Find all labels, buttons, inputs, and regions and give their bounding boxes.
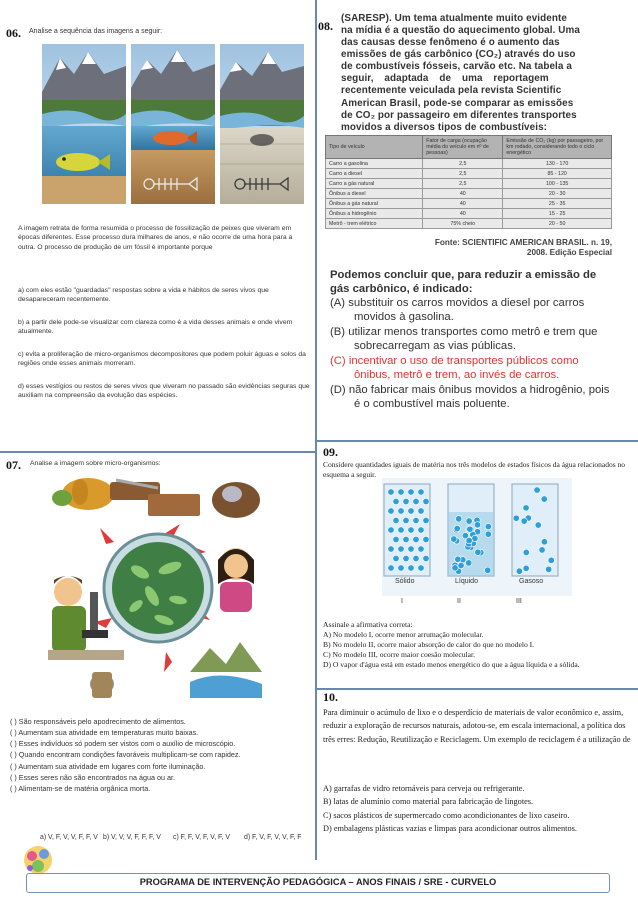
table-cell: 40	[423, 199, 503, 209]
q08-intro-line: American Brasil, pode-se comparar as emissões	[341, 97, 574, 109]
q07-answer-d: d) F, V, F, V, V, F, F	[244, 834, 302, 841]
molecule-dot	[413, 555, 419, 561]
table-row	[326, 219, 612, 229]
q08-intro-line: na mídia é a questão do aquecimento global. Uma	[341, 25, 581, 37]
q09-option-c: C) No modelo III, ocorre maior coesão molecular.	[323, 650, 476, 660]
q07-answer-b: b) V, V, V, F, F, F, V	[103, 834, 161, 841]
molecule-dot	[454, 525, 460, 531]
molecule-dot	[398, 508, 404, 514]
molecule-dot	[513, 515, 519, 521]
table-header: Fator de carga (ocupação média do veículo em nº de pessoas)	[423, 136, 503, 159]
q07-prompt: Analise a imagem sobre micro-organismos:	[30, 460, 161, 467]
question-number-10: 10.	[323, 690, 338, 704]
q06-text: A imagem retrata de forma resumida o processo de fossilização de peixes que viveram em épocas diferentes. Esse processo dura milhares de anos, e não ocorre de uma hora para a outra. O processo de produção de um fóssil é importante porque	[18, 225, 293, 251]
molecule-dot	[535, 522, 541, 528]
q08-option-b: (B) utilizar menos transportes como metrô e trem que sobrecarregam as vias públicas.	[330, 326, 598, 352]
molecule-dot	[466, 518, 472, 524]
molecule-dot	[521, 518, 527, 524]
question-number-07: 07.	[6, 458, 21, 472]
table-row	[326, 189, 612, 199]
molecule-dot	[423, 517, 429, 523]
table-row	[326, 159, 612, 169]
molecule-dot	[523, 565, 529, 571]
molecule-dot	[413, 498, 419, 504]
table-header: Emissão de CO₂ (kg) por passageiro, por km rodado, considerando todo o ciclo energético	[503, 136, 612, 159]
footer-text: PROGRAMA DE INTERVENÇÃO PEDAGÓGICA – ANOS FINAIS / SRE - CURVELO	[139, 877, 497, 887]
molecule-dot	[541, 539, 547, 545]
q06-option-a: a) com eles estão "guardadas" respostas sobre a vida e hábitos de seres vivos que desapareceram recentemente.	[18, 287, 269, 304]
q06-option-b: b) a partir dele pode-se visualizar com clareza como é a vida desses animais e onde vivem atualmente.	[18, 319, 293, 336]
molecule-dot	[393, 555, 399, 561]
q08-source: Fonte: SCIENTIFIC AMERICAN BRASIL. n. 19, 2008. Edição Especial	[434, 238, 612, 257]
fossilization-sequence-image	[42, 44, 304, 204]
q08-intro-line: seguir, adaptada de uma reportagem	[341, 73, 549, 85]
molecule-dot	[388, 489, 394, 495]
molecule-dot	[484, 567, 490, 573]
molecule-dot	[418, 527, 424, 533]
molecule-dot	[398, 527, 404, 533]
molecule-dot	[403, 517, 409, 523]
table-cell: Ônibus a diesel	[326, 189, 423, 199]
molecule-dot	[485, 523, 491, 529]
table-cell: Carro a diesel	[326, 169, 423, 179]
molecule-dot	[458, 562, 464, 568]
table-cell: 15 - 25	[503, 209, 612, 219]
table-cell: 25 - 35	[503, 199, 612, 209]
q06-option-c: c) evita a proliferação de micro-organismos decompositores que podem poluir águas e solos da regiões onde esses animais morreram.	[18, 351, 306, 368]
state-label-gas: Gasoso	[519, 578, 544, 585]
molecule-dot	[398, 489, 404, 495]
molecule-dot	[408, 546, 414, 552]
table-cell: Ônibus a hidrogênio	[326, 209, 423, 219]
q08-option-a: (A) substituir os carros movidos a diesel por carros movidos à gasolina.	[330, 297, 585, 323]
table-cell: Ônibus a gás natural	[326, 199, 423, 209]
molecule-dot	[516, 568, 522, 574]
table-cell: 20 - 30	[503, 189, 612, 199]
molecule-dot	[545, 566, 551, 572]
microorganisms-illustration	[40, 472, 280, 704]
q07-item-6: ( ) Esses seres não são encontrados na água ou ar.	[10, 772, 176, 782]
q08-intro	[341, 13, 613, 134]
molecule-dot	[475, 549, 481, 555]
q10-option-b: B) latas de alumínio como material para fabricação de lingotes.	[323, 797, 534, 807]
molecule-dot	[403, 536, 409, 542]
molecule-dot	[539, 547, 545, 553]
co2-emissions-table	[325, 135, 612, 229]
molecule-dot	[408, 508, 414, 514]
molecule-dot	[393, 536, 399, 542]
q10-option-c: C) sacos plásticos de supermercado como acondicionantes de lixo caseiro.	[323, 810, 570, 820]
table-cell: 100 - 135	[503, 179, 612, 189]
molecule-dot	[467, 526, 473, 532]
model-number-3: III	[516, 598, 522, 605]
q07-item-2: ( ) Aumentam sua atividade em temperaturas muito baixas.	[10, 728, 199, 738]
q09-instruction: Assinale a afirmativa correta:	[323, 620, 413, 629]
molecule-dot	[408, 527, 414, 533]
molecule-dot	[523, 505, 529, 511]
table-cell: 2,5	[423, 179, 503, 189]
q07-items	[10, 716, 310, 794]
molecule-dot	[408, 565, 414, 571]
q06-prompt: Analise a sequência das imagens a seguir:	[29, 28, 163, 35]
molecule-dot	[398, 565, 404, 571]
q07-item-7: ( ) Alimentam-se de matéria orgânica morta.	[10, 783, 151, 793]
table-cell: Carro a gás natural	[326, 179, 423, 189]
molecule-dot	[474, 522, 480, 528]
molecule-dot	[413, 517, 419, 523]
page-footer	[26, 873, 610, 893]
q08-option-c-highlighted: (C) incentivar o uso de transportes públicos como ônibus, metrô e trem, ao invés de carros.	[330, 355, 579, 381]
table-cell: 85 - 120	[503, 169, 612, 179]
q08-intro-line: recentemente veiculada pela revista Scientific	[341, 85, 562, 97]
q06-option-d: d) esses vestígios ou restos de seres vivos que viveram no passado são evidências seguras que auxiliam na compreensão da evolução das espécies.	[18, 383, 310, 400]
molecule-dot	[403, 555, 409, 561]
q08-option-d: (D) não fabricar mais ônibus movidos a hidrogênio, pois é o combustível mais poluente.	[330, 384, 610, 410]
molecule-dot	[398, 546, 404, 552]
q09-option-b: B) No modelo II, ocorre maior absorção de calor do que no modelo I.	[323, 640, 535, 650]
table-row	[326, 209, 612, 219]
table-row	[326, 179, 612, 189]
q07-answer-c: c) F, F, V, F, V, F, V	[173, 834, 230, 841]
table-cell: 2,5	[423, 159, 503, 169]
molecule-dot	[466, 537, 472, 543]
question-number-06: 06.	[6, 26, 21, 40]
section-divider-q10	[316, 688, 638, 690]
water-states-diagram	[382, 478, 572, 608]
q08-intro-line: das causas desse fenômeno é o aumento das	[341, 37, 560, 49]
model-number-2: II	[457, 598, 461, 605]
q07-answer-a: a) V, F, V, V, F, F, V	[40, 834, 98, 841]
molecule-dot	[388, 527, 394, 533]
question-number-08: 08.	[318, 19, 333, 33]
molecule-dot	[403, 498, 409, 504]
molecule-dot	[465, 560, 471, 566]
molecule-dot	[451, 536, 457, 542]
molecule-dot	[472, 535, 478, 541]
molecule-dot	[393, 517, 399, 523]
q10-option-a: A) garrafas de vidro retornáveis para cerveja ou refrigerante.	[323, 784, 525, 793]
section-divider-left	[0, 451, 316, 453]
q08-intro-line: de CO₂ por passageiro em diferentes transportes	[341, 109, 577, 121]
table-row	[326, 169, 612, 179]
molecule-dot	[408, 489, 414, 495]
table-header: Tipo de veículo	[326, 136, 423, 159]
molecule-dot	[541, 496, 547, 502]
molecule-dot	[523, 549, 529, 555]
question-number-09: 09.	[323, 445, 338, 459]
q09-option-d: D) O vapor d'água está em estado menos energético do que a água líquida e a sólida.	[323, 660, 580, 670]
molecule-dot	[455, 556, 461, 562]
section-divider-q09	[316, 440, 638, 442]
q08-conclusion: Podemos concluir que, para reduzir a emissão de gás carbônico, é indicado:	[330, 269, 597, 296]
molecule-dot	[418, 565, 424, 571]
molecule-dot	[534, 487, 540, 493]
molecule-dot	[423, 555, 429, 561]
q07-item-3: ( ) Esses indivíduos só podem ser vistos com o auxílio de microscópio.	[10, 739, 236, 749]
table-cell: Carro a gasolina	[326, 159, 423, 169]
q07-item-1: ( ) São responsáveis pelo apodrecimento de alimentos.	[10, 717, 186, 726]
state-label-solid: Sólido	[395, 578, 415, 585]
molecule-dot	[548, 557, 554, 563]
q09-prompt: Considere quantidades iguais de matéria nos três modelos de estados físicos da água relacionados no esquema a seguir.	[323, 460, 625, 479]
molecule-dot	[418, 489, 424, 495]
table-cell: 40	[423, 209, 503, 219]
state-label-liquid: Líquido	[455, 578, 478, 585]
q08-intro-line: (SARESP). Um tema atualmente muito evidente	[341, 13, 567, 24]
molecule-dot	[413, 536, 419, 542]
q09-option-a: A) No modelo I, ocorre menor arrumação molecular.	[323, 630, 484, 640]
table-cell: 40	[423, 189, 503, 199]
model-number-1: I	[401, 598, 403, 605]
molecule-dot	[455, 516, 461, 522]
q07-item-5: ( ) Aumentam sua atividade em lugares com forte iluminação.	[10, 761, 206, 771]
table-cell: Metrô - trem elétrico	[326, 219, 423, 229]
q08-intro-line: emissões de gás carbônico (CO₂) através do uso	[341, 49, 576, 61]
molecule-dot	[423, 536, 429, 542]
column-divider	[315, 0, 317, 860]
molecule-dot	[418, 508, 424, 514]
table-cell: 2,5	[423, 169, 503, 179]
molecule-dot	[388, 565, 394, 571]
q10-options	[323, 782, 633, 835]
table-row	[326, 199, 612, 209]
table-cell: 20 - 50	[503, 219, 612, 229]
q08-options	[330, 296, 618, 411]
table-cell: 130 - 170	[503, 159, 612, 169]
molecule-dot	[388, 546, 394, 552]
molecule-dot	[423, 498, 429, 504]
molecule-dot	[388, 508, 394, 514]
q08-intro-line: de combustíveis fósseis, carvão etc. Na tabela a	[341, 61, 572, 73]
table-cell: 75% cheio	[423, 219, 503, 229]
q07-item-4: ( ) Quando encontram condições favoráveis multiplicam-se com rapidez.	[10, 750, 241, 760]
molecule-dot	[452, 565, 458, 571]
q10-text: Para diminuir o acúmulo de lixo e o desperdício de materiais de valor econômico e, assim, reduzir a exploração de recursos naturais, adotou-se, em escala internacional, a política dos três erres: Redução, Reutilização e Reciclagem. Um exemplo de reciclagem é a utilização de	[323, 708, 631, 744]
molecule-dot	[485, 531, 491, 537]
q08-intro-line: movidos a diversos tipos de combustíveis:	[341, 121, 548, 133]
molecule-dot	[418, 546, 424, 552]
q10-option-d: D) embalagens plásticas vazias e limpas para acondicionar outros alimentos.	[323, 823, 577, 833]
molecule-dot	[393, 498, 399, 504]
q09-options	[323, 620, 633, 670]
